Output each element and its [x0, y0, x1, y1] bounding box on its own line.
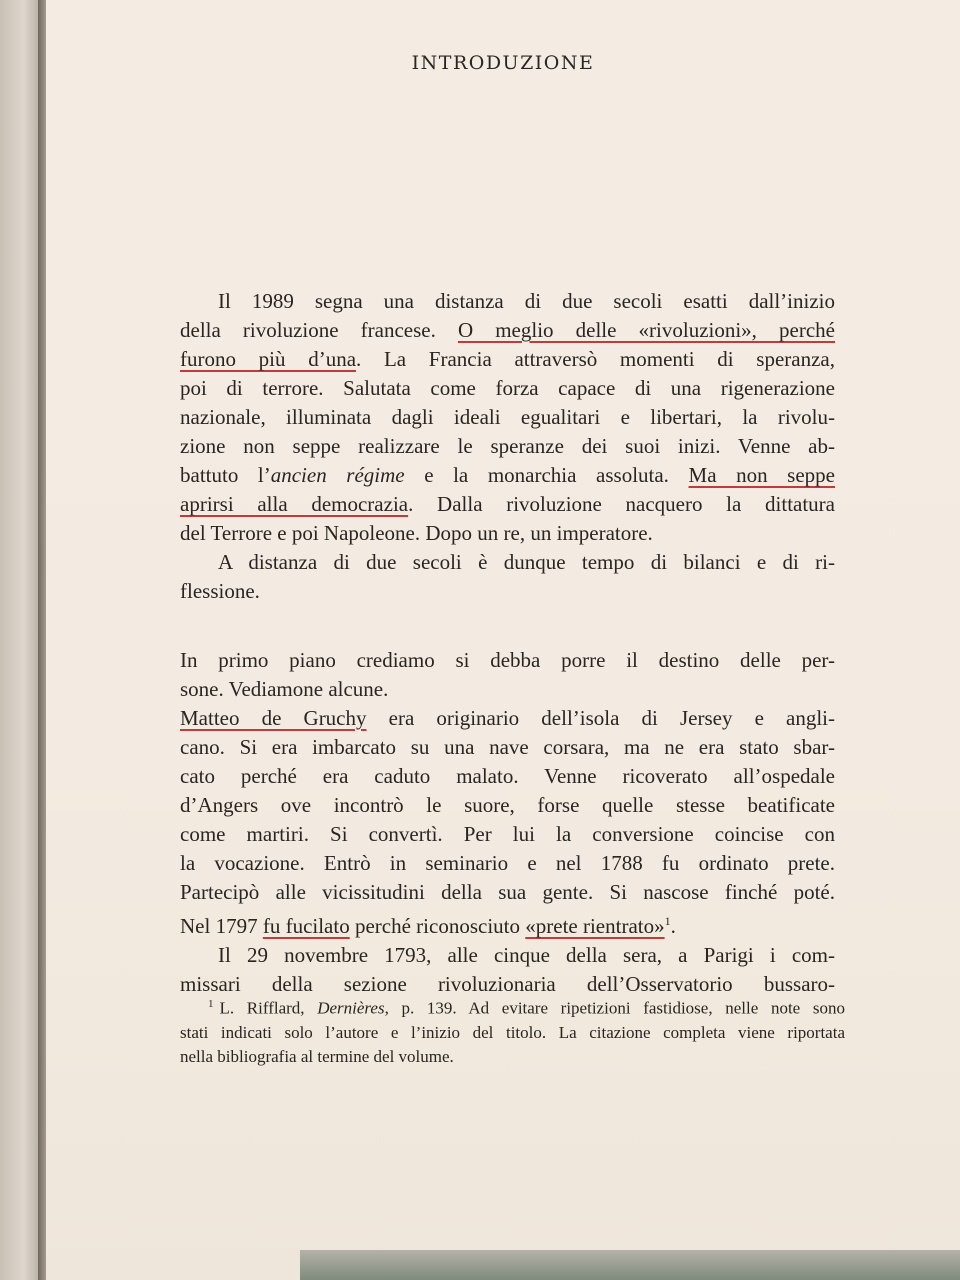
paragraph-3-line: sone. Vediamone alcune.	[180, 677, 389, 701]
highlighted-text: «prete rientrato»	[525, 914, 665, 938]
paragraph-4-line: Matteo de Gruchy era originario dell’isola di Jersey e angli-	[180, 706, 835, 730]
paragraph-3-line: In primo piano crediamo si debba porre il destino delle per-	[180, 648, 835, 672]
highlighted-text: Ma non seppe	[688, 463, 835, 487]
paragraph-5-line: missari della sezione rivoluzionaria dell’Osservatorio bussaro-	[180, 972, 835, 996]
paragraph-2-line: A distanza di due secoli è dunque tempo di bilanci e di ri-	[218, 550, 835, 574]
paragraph-1-line: battuto l’ancien régime e la monarchia assoluta. Ma non seppe	[180, 463, 835, 487]
paragraph-4-line: la vocazione. Entrò in seminario e nel 1788 fu ordinato prete.	[180, 851, 835, 875]
highlighted-text: furono più d’una	[180, 347, 357, 371]
paragraph-4-line: Partecipò alle vicissitudini della sua gente. Si nascose finché poté.	[180, 880, 835, 904]
footnote-line: stati indicati solo l’autore e l’inizio del titolo. La citazione completa viene riportata	[180, 1022, 845, 1042]
highlighted-text: fu fucilato	[262, 914, 350, 938]
paragraph-1-line: poi di terrore. Salutata come forza capace di una rigenerazione	[180, 376, 835, 400]
paragraph-1-line: aprirsi alla democrazia. Dalla rivoluzione nacquero la dittatura	[180, 492, 835, 516]
paragraph-5-line: Il 29 novembre 1793, alle cinque della sera, a Parigi i com-	[218, 943, 835, 967]
highlighted-text: aprirsi alla democrazia	[180, 492, 409, 516]
paragraph-4-line: cano. Si era imbarcato su una nave corsara, ma ne era stato sbar-	[180, 735, 835, 759]
italic-title: Dernières	[317, 998, 385, 1018]
main-text	[180, 287, 835, 999]
paragraph-1-line: della rivoluzione francese. O meglio delle «rivoluzioni», perché	[180, 318, 835, 342]
paragraph-4-line: cato perché era caduto malato. Venne ricoverato all’ospedale	[180, 764, 835, 788]
footnote-line: $^1$ L. Rifflard, Dernières, p. 139. Ad evitare ripetizioni fastidiose, nelle note sono	[208, 998, 845, 1018]
footnote-number: 1	[208, 998, 214, 1010]
highlighted-text: Matteo de Gruchy	[180, 706, 367, 730]
paragraph-4-line: come martiri. Si convertì. Per lui la conversione coincise con	[180, 822, 835, 846]
paragraph-1-line: del Terrore e poi Napoleone. Dopo un re, un imperatore.	[180, 521, 653, 545]
italic-term: ancien régime	[270, 463, 405, 487]
paragraph-4-line: Nel 1797 fu fucilato perché riconosciuto «prete rientrato»$^1$.	[180, 914, 676, 938]
footnote-line: nella bibliografia al termine del volume.	[180, 1046, 454, 1066]
paragraph-2-line: flessione.	[180, 579, 260, 603]
paragraph-gap	[180, 606, 835, 646]
chapter-title: INTRODUZIONE	[411, 52, 595, 74]
highlighted-text: O meglio delle «rivoluzioni», perché	[457, 318, 835, 342]
book-gutter	[38, 0, 46, 1280]
paragraph-1-line: nazionale, illuminata dagli ideali egualitari e libertari, la rivolu-	[180, 405, 835, 429]
paragraph-1-line: furono più d’una. La Francia attraversò momenti di speranza,	[180, 347, 835, 371]
left-page-edge	[0, 0, 40, 1280]
book-cover-edge	[300, 1250, 960, 1280]
paragraph-1-line: zione non seppe realizzare le speranze dei suoi inizi. Venne ab-	[180, 434, 835, 458]
paragraph-1-line: Il 1989 segna una distanza di due secoli esatti dall’inizio	[218, 289, 835, 313]
footnote-reference[interactable]: 1	[664, 914, 671, 928]
footnote	[180, 992, 845, 1069]
paragraph-4-line: d’Angers ove incontrò le suore, forse quelle stesse beatificate	[180, 793, 835, 817]
